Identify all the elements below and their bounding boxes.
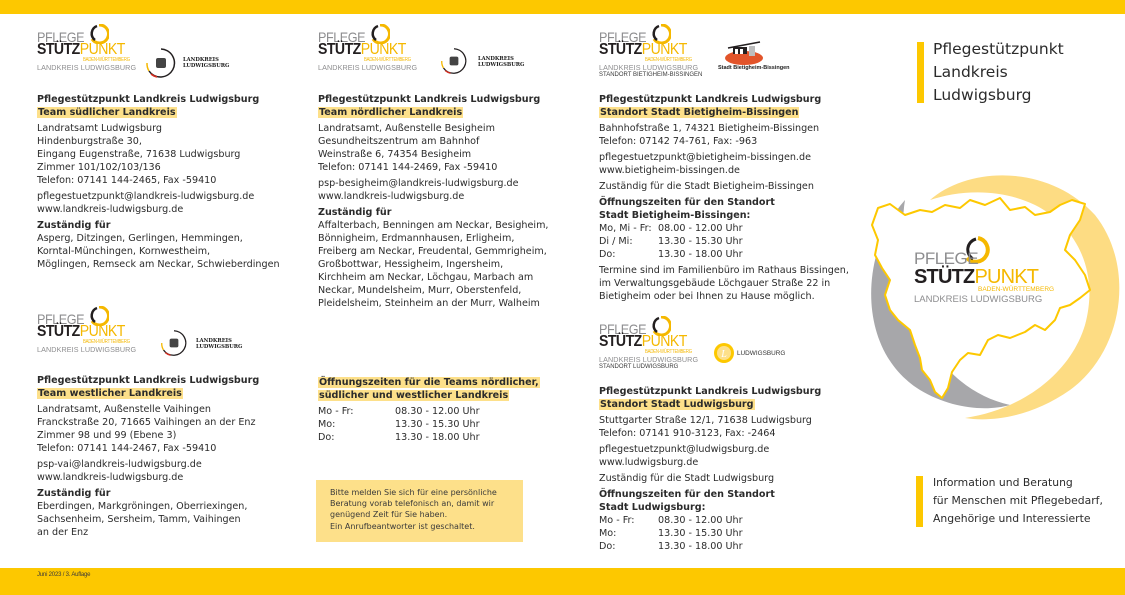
notice-line: Bitte melden Sie sich für eine persönliche xyxy=(330,488,497,497)
hours-time: 08.30 - 12.00 Uhr xyxy=(395,406,480,417)
logo-landkreis: LANDKREIS LUDWIGSBURG xyxy=(37,63,137,72)
hours-day: Do: xyxy=(318,432,335,443)
hours-row xyxy=(599,235,743,248)
hours-title: Öffnungszeiten für den Standort xyxy=(599,197,775,208)
address-line: Zimmer 101/102/103/136 xyxy=(37,162,161,173)
team-label: Standort Stadt Ludwigsburg xyxy=(600,399,754,410)
hours-row xyxy=(599,514,743,527)
address-line: Gesundheitszentrum am Bahnhof xyxy=(318,136,480,147)
edition-note: Juni 2023 / 3. Auflage xyxy=(37,572,91,578)
note-line: im Verwaltungsgebäude Löchgauer Straße 22 in xyxy=(599,278,831,289)
hours-row xyxy=(318,405,480,418)
responsibility-label: Zuständig für xyxy=(318,207,392,218)
responsibility-line: Möglingen, Remseck am Neckar, Schwieberdingen xyxy=(37,259,280,270)
cover-info xyxy=(933,474,1103,528)
team-label: Team südlicher Landkreis xyxy=(38,107,176,118)
standort-ludwigsburg-section xyxy=(599,385,859,553)
landkreis-crest-icon xyxy=(145,47,177,79)
cover-info-line: Angehörige und Interessierte xyxy=(933,512,1091,525)
logo-stuetzpunkt xyxy=(37,42,125,58)
responsibility-line: Asperg, Ditzingen, Gerlingen, Hemmingen, xyxy=(37,233,243,244)
email-link[interactable]: psp-vai@landkreis-ludwigsburg.de xyxy=(37,459,202,470)
logo-pflege: PFLEGE xyxy=(37,311,85,327)
logo-pflege: PFLEGE xyxy=(318,29,366,45)
landkreis-crest-icon xyxy=(440,47,468,75)
logo-stuetzpunkt xyxy=(599,42,687,58)
ludwigsburg-sun-icon xyxy=(713,342,735,364)
responsibility-line: Pleidelsheim, Steinheim an der Murr, Walheim xyxy=(318,298,540,309)
emblem-landkreis: LANDKREIS LUDWIGSBURG xyxy=(914,294,1043,305)
team-west-section xyxy=(37,374,287,539)
hours-row xyxy=(318,418,480,431)
logo-bw: BADEN-WÜRTTEMBERG xyxy=(83,339,130,345)
cover-info-line: Information und Beratung xyxy=(933,476,1073,489)
web-link[interactable]: www.bietigheim-bissingen.de xyxy=(599,165,740,176)
hours-day: Di / Mi: xyxy=(599,236,633,247)
org-name: Pflegestützpunkt Landkreis Ludwigsburg xyxy=(37,375,260,386)
logo-stuetz: STÜTZ xyxy=(37,41,80,58)
email-link[interactable]: pflegestuetzpunkt@ludwigsburg.de xyxy=(599,444,770,455)
responsibility-line: an der Enz xyxy=(37,527,89,538)
hours-time: 13.30 - 18.00 Uhr xyxy=(395,432,480,443)
emblem-stuetzpunkt xyxy=(914,265,1039,288)
bottom-yellow-bar-cover xyxy=(860,568,1125,595)
partner-line1: LANDKREIS xyxy=(478,56,514,62)
org-name: Pflegestützpunkt Landkreis Ludwigsburg xyxy=(37,94,260,105)
top-yellow-bar xyxy=(0,0,1125,14)
hours-time: 13.30 - 15.30 Uhr xyxy=(658,236,743,247)
web-link[interactable]: www.landkreis-ludwigsburg.de xyxy=(37,472,184,483)
address-line: Weinstraße 6, 74354 Besigheim xyxy=(318,149,472,160)
responsibility-line: Bönnigheim, Erdmannhausen, Erligheim, xyxy=(318,233,515,244)
web-link[interactable]: www.landkreis-ludwigsburg.de xyxy=(37,204,184,215)
hours-time: 13.30 - 15.30 Uhr xyxy=(395,419,480,430)
pflegestuetzpunkt-logo-bietigheim xyxy=(599,24,704,76)
org-name: Pflegestützpunkt Landkreis Ludwigsburg xyxy=(318,94,541,105)
partner-line1: LANDKREIS xyxy=(196,338,232,344)
logo-landkreis: LANDKREIS LUDWIGSBURG xyxy=(599,355,699,364)
logo-stuetz: STÜTZ xyxy=(599,41,642,58)
phone-line: Telefon: 07141 144-2465, Fax -59410 xyxy=(37,175,217,186)
address xyxy=(37,403,287,455)
phone-line: Telefon: 07142 74-761, Fax: -963 xyxy=(599,136,758,147)
team-label: Team nördlicher Landkreis xyxy=(319,107,463,118)
team-label: Standort Stadt Bietigheim-Bissingen xyxy=(600,107,799,118)
pflegestuetzpunkt-logo xyxy=(37,306,142,358)
address-line: Franckstraße 20, 71665 Vaihingen an der Enz xyxy=(37,417,256,428)
note-line: Bietigheim oder bei Ihnen zu Hause möglich. xyxy=(599,291,815,302)
logo-pflege: PFLEGE xyxy=(599,321,647,337)
landkreis-partner-name xyxy=(196,338,242,350)
org-name: Pflegestützpunkt Landkreis Ludwigsburg xyxy=(599,94,822,105)
logo-stuetz: STÜTZ xyxy=(599,333,642,350)
pflegestuetzpunkt-logo xyxy=(37,24,142,76)
hours-row xyxy=(599,248,743,261)
responsibility-line: Eberdingen, Markgröningen, Oberriexingen, xyxy=(37,501,248,512)
email-link[interactable]: pflegestuetzpunkt@landkreis-ludwigsburg.de xyxy=(37,191,255,202)
pflegestuetzpunkt-logo-ludwigsburg xyxy=(599,316,704,368)
logo-bw: BADEN-WÜRTTEMBERG xyxy=(364,57,411,63)
responsibility-line: Sachsenheim, Sersheim, Tamm, Vaihingen xyxy=(37,514,241,525)
hours-row xyxy=(599,222,743,235)
cover-title-line: Landkreis xyxy=(933,63,1008,81)
pflegestuetzpunkt-logo xyxy=(318,24,423,76)
team-sued-section xyxy=(37,93,287,271)
web-link[interactable]: www.ludwigsburg.de xyxy=(599,457,699,468)
address-line: Landratsamt, Außenstelle Vaihingen xyxy=(37,404,211,415)
responsibility: Zuständig für die Stadt Ludwigsburg xyxy=(599,473,775,484)
hours-time: 13.30 - 18.00 Uhr xyxy=(658,541,743,552)
hours-row xyxy=(599,540,743,553)
address xyxy=(599,414,859,440)
notice-line: genügend Zeit für Sie haben. xyxy=(330,510,448,520)
hours-table xyxy=(318,405,480,444)
responsibility-line: Freiberg am Neckar, Freudental, Gemmrigheim, xyxy=(318,246,547,257)
logo-punkt: PUNKT xyxy=(79,41,125,58)
hours-day: Mo: xyxy=(599,528,617,539)
hours-title: Öffnungszeiten für den Standort xyxy=(599,489,775,500)
address-line: Bahnhofstraße 1, 74321 Bietigheim-Bissingen xyxy=(599,123,820,134)
phone-line: Telefon: 07141 144-2469, Fax -59410 xyxy=(318,162,498,173)
cover-title-line: Pflegestützpunkt xyxy=(933,40,1064,58)
responsibility-line: Großbottwar, Hessigheim, Ingersheim, xyxy=(318,259,504,270)
logo-stuetzpunkt xyxy=(318,42,406,58)
team-opening-hours xyxy=(318,376,568,444)
org-name: Pflegestützpunkt Landkreis Ludwigsburg xyxy=(599,386,822,397)
emblem-pflege: PFLEGE xyxy=(914,249,979,268)
phone-line: Telefon: 07141 910-3123, Fax: -2464 xyxy=(599,428,776,439)
partner-line2: LUDWIGSBURG xyxy=(196,344,243,350)
appointment-note xyxy=(599,264,859,303)
hours-day: Mo, Mi - Fr: xyxy=(599,223,652,234)
logo-punkt: PUNKT xyxy=(360,41,406,58)
logo-punkt: PUNKT xyxy=(641,333,687,350)
partner-line1: LANDKREIS xyxy=(183,57,219,63)
cover-title-line: Ludwigsburg xyxy=(933,86,1032,104)
hours-time: 08.30 - 12.00 Uhr xyxy=(658,515,743,526)
ludwigsburg-partner-name: LUDWIGSBURG xyxy=(737,350,786,357)
address-line: Landratsamt, Außenstelle Besigheim xyxy=(318,123,495,134)
landkreis-crest-icon xyxy=(160,329,188,357)
bottom-yellow-bar xyxy=(0,568,860,595)
hours-day: Mo - Fr: xyxy=(599,515,635,526)
logo-punkt: PUNKT xyxy=(641,41,687,58)
responsibility-line: Affalterbach, Benningen am Neckar, Besigheim, xyxy=(318,220,549,231)
logo-pflege: PFLEGE xyxy=(599,29,647,45)
responsibility-label: Zuständig für xyxy=(37,220,111,231)
emblem-punkt: PUNKT xyxy=(974,266,1039,288)
info-accent-bar xyxy=(916,476,923,527)
notice-line: Ein Anrufbeantworter ist geschaltet. xyxy=(330,521,475,531)
bietigheim-bridge-icon xyxy=(724,40,764,66)
logo-punkt: PUNKT xyxy=(79,323,125,340)
hours-time: 13.30 - 15.30 Uhr xyxy=(658,528,743,539)
logo-pflege: PFLEGE xyxy=(37,29,85,45)
logo-bw: BADEN-WÜRTTEMBERG xyxy=(645,57,692,63)
hours-title: südlicher und westlicher Landkreis xyxy=(319,390,509,401)
partner-line2: LUDWIGSBURG xyxy=(183,63,230,69)
address-line: Hindenburgstraße 30, xyxy=(37,136,142,147)
cover-title xyxy=(933,38,1064,107)
hours-time: 08.00 - 12.00 Uhr xyxy=(658,223,743,234)
email-link[interactable]: psp-besigheim@landkreis-ludwigsburg.de xyxy=(318,178,519,189)
responsibility-line: Neckar, Mundelsheim, Murr, Oberstenfeld, xyxy=(318,285,522,296)
hours-table xyxy=(599,514,743,553)
email-link[interactable]: pflegestuetzpunkt@bietigheim-bissingen.de xyxy=(599,152,811,163)
logo-bw: BADEN-WÜRTTEMBERG xyxy=(645,349,692,355)
hours-row xyxy=(318,431,480,444)
svg-text:L: L xyxy=(721,349,727,360)
logo-bw: BADEN-WÜRTTEMBERG xyxy=(83,57,130,63)
logo-landkreis: LANDKREIS LUDWIGSBURG xyxy=(37,345,137,354)
hours-title: Öffnungszeiten für die Teams nördlicher, xyxy=(319,377,539,388)
notice-line: Beratung vorab telefonisch an, damit wir xyxy=(330,499,495,509)
responsibility-line: Kirchheim am Neckar, Löchgau, Marbach am xyxy=(318,272,534,283)
logo-stuetz: STÜTZ xyxy=(318,41,361,58)
title-accent-bar xyxy=(917,42,924,103)
logo-landkreis: LANDKREIS LUDWIGSBURG xyxy=(318,63,418,72)
phone-line: Telefon: 07141 144-2467, Fax -59410 xyxy=(37,443,217,454)
address-line: Eingang Eugenstraße, 71638 Ludwigsburg xyxy=(37,149,241,160)
address-line: Landratsamt Ludwigsburg xyxy=(37,123,162,134)
hours-day: Mo: xyxy=(318,419,336,430)
hours-table xyxy=(599,222,743,261)
logo-site: STANDORT LUDWIGSBURG xyxy=(599,364,679,370)
address-line: Stuttgarter Straße 12/1, 71638 Ludwigsburg xyxy=(599,415,812,426)
address xyxy=(599,122,859,148)
partner-line2: LUDWIGSBURG xyxy=(478,62,525,68)
logo-landkreis: LANDKREIS LUDWIGSBURG xyxy=(599,63,699,72)
responsibility-label: Zuständig für xyxy=(37,488,111,499)
logo-site: STANDORT BIETIGHEIM-BISSINGEN xyxy=(599,72,703,78)
cover-info-line: für Menschen mit Pflegebedarf, xyxy=(933,494,1103,507)
hours-title: Stadt Bietigheim-Bissingen: xyxy=(599,210,751,221)
hours-time: 13.30 - 18.00 Uhr xyxy=(658,249,743,260)
landkreis-map-emblem xyxy=(860,160,1125,460)
hours-day: Do: xyxy=(599,249,616,260)
address-line: Zimmer 98 und 99 (Ebene 3) xyxy=(37,430,177,441)
hours-day: Do: xyxy=(599,541,616,552)
team-label: Team westlicher Landkreis xyxy=(38,388,182,399)
hours-row xyxy=(599,527,743,540)
responsibility: Zuständig für die Stadt Bietigheim-Bissingen xyxy=(599,181,814,192)
landkreis-partner-name xyxy=(183,57,229,69)
bietigheim-partner-name: Stadt Bietigheim-Bissingen xyxy=(718,65,790,71)
landkreis-partner-name xyxy=(478,56,524,68)
logo-stuetzpunkt xyxy=(599,334,687,350)
hours-title: Stadt Ludwigsburg: xyxy=(599,502,706,513)
responsibility-line: Korntal-Münchingen, Kornwestheim, xyxy=(37,246,211,257)
appointment-notice xyxy=(316,480,523,542)
emblem-stuetz: STÜTZ xyxy=(914,266,975,288)
hours-day: Mo - Fr: xyxy=(318,406,354,417)
team-nord-section xyxy=(318,93,568,310)
address xyxy=(318,122,568,174)
address xyxy=(37,122,287,187)
logo-stuetzpunkt xyxy=(37,324,125,340)
standort-bietigheim-section xyxy=(599,93,859,303)
logo-stuetz: STÜTZ xyxy=(37,323,80,340)
note-line: Termine sind im Familienbüro im Rathaus Bissingen, xyxy=(599,265,849,276)
web-link[interactable]: www.landkreis-ludwigsburg.de xyxy=(318,191,465,202)
emblem-bw: BADEN-WÜRTTEMBERG xyxy=(978,286,1055,293)
